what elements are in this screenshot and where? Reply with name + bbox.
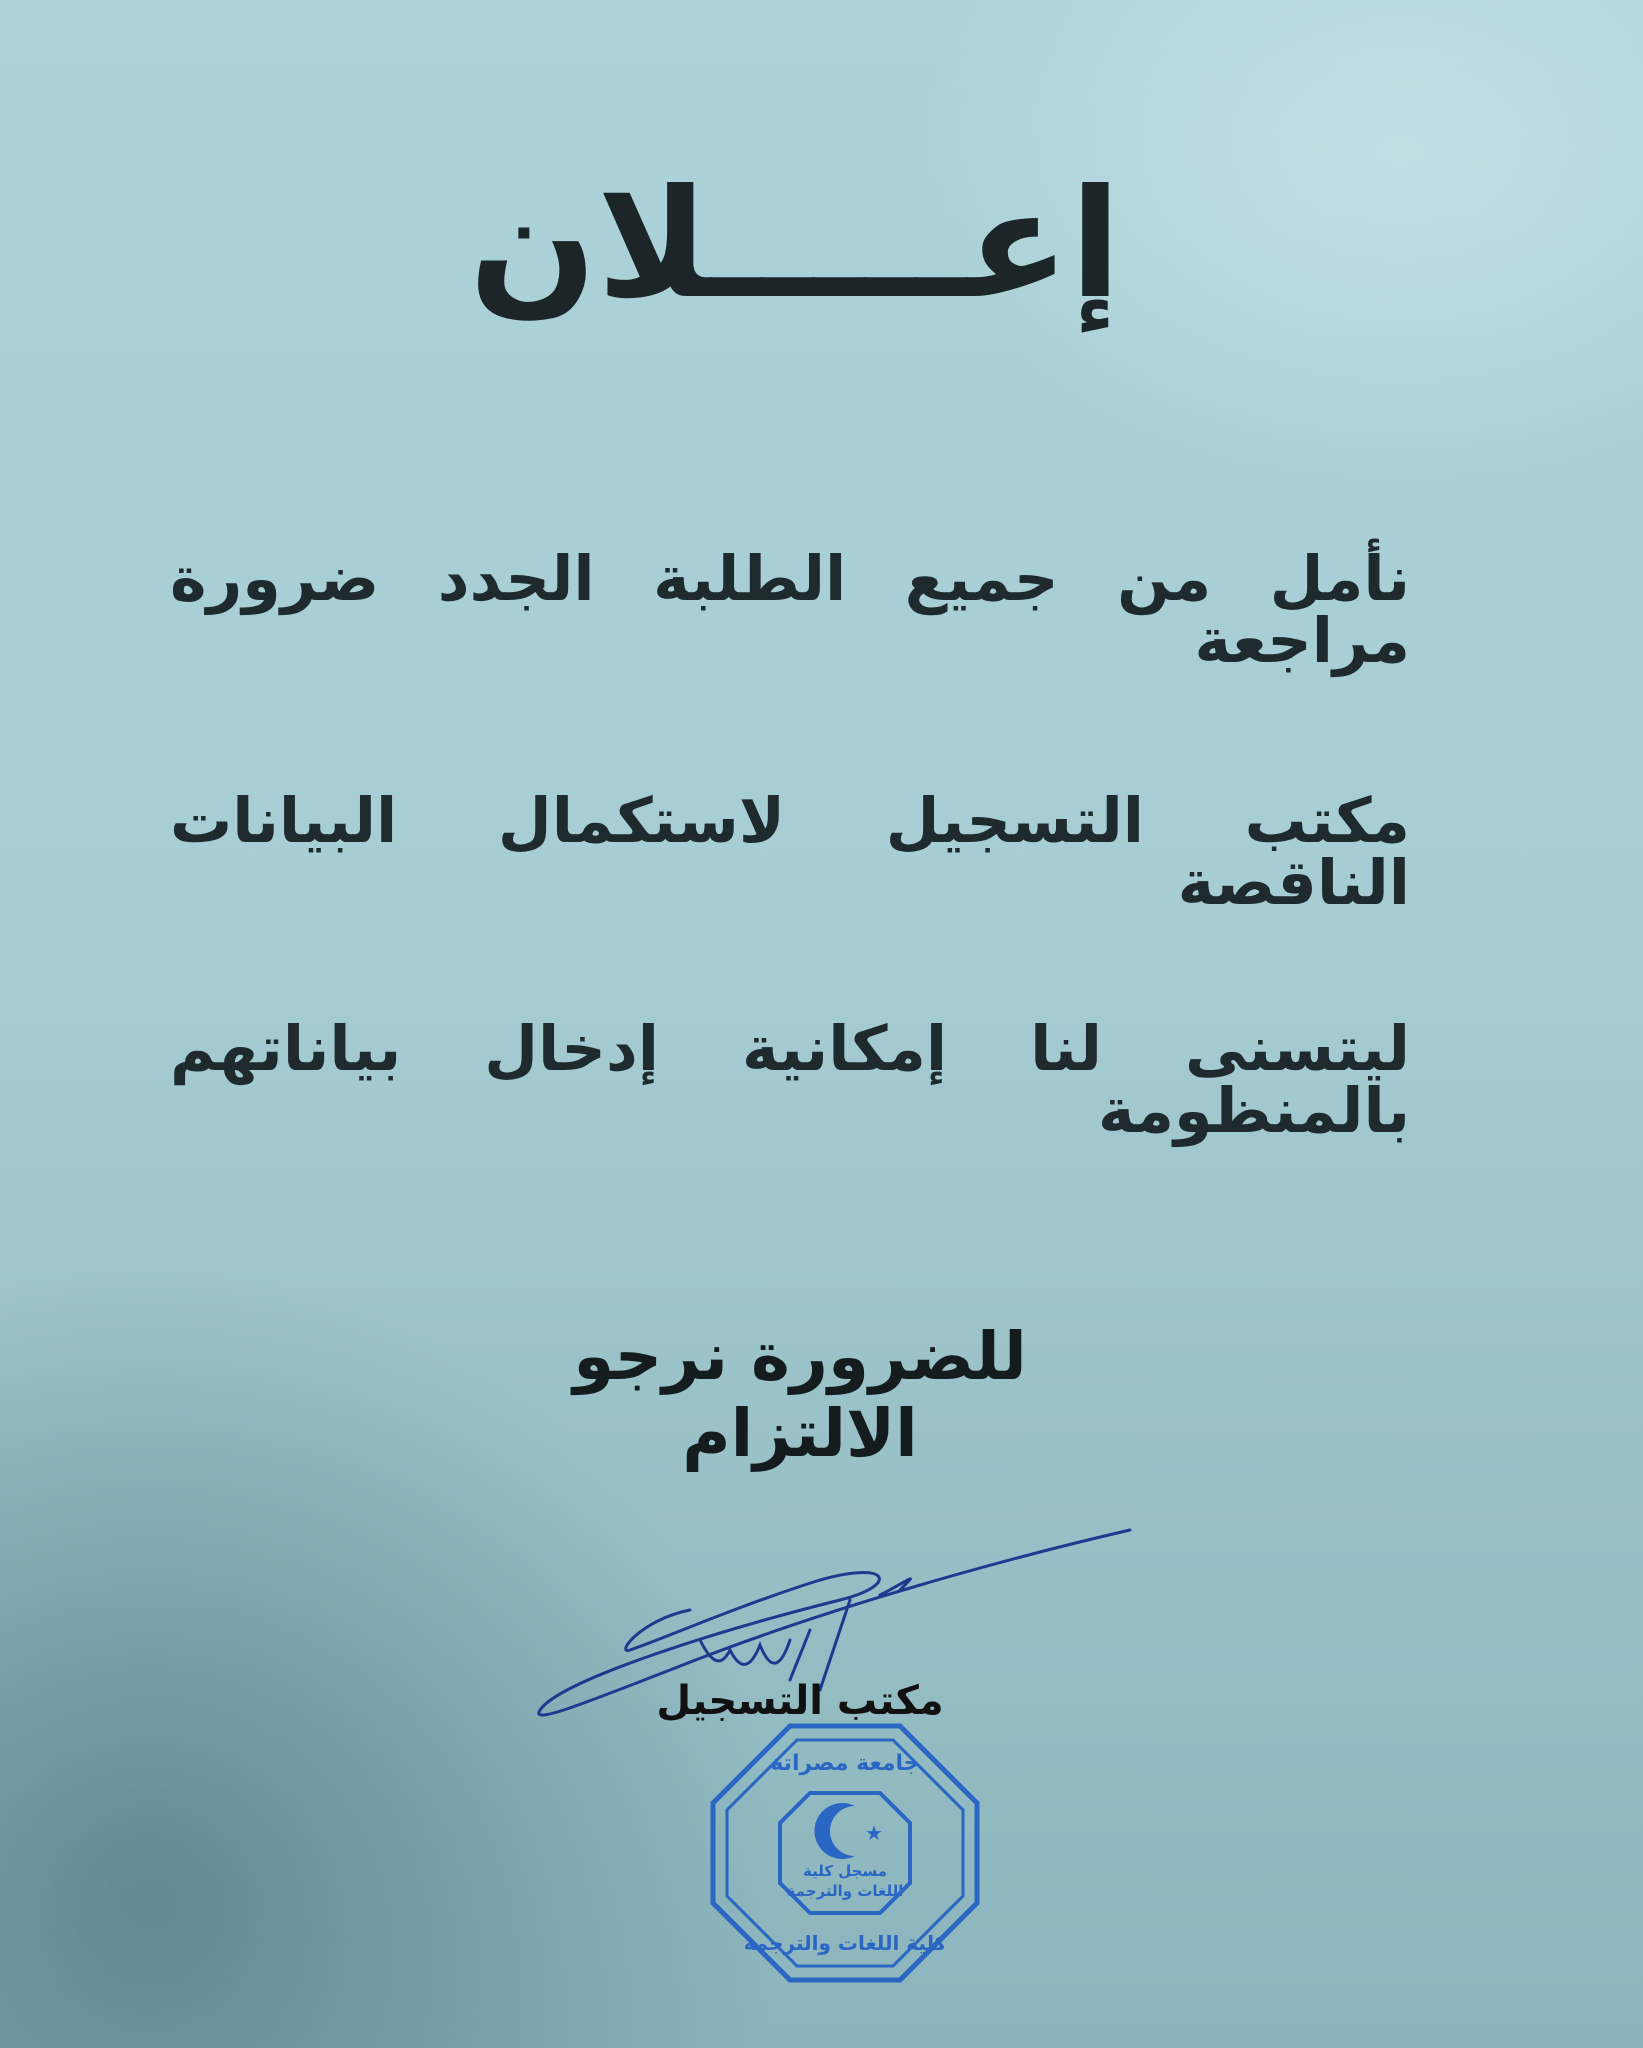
stamp-center-line-2: اللغات والترجمة [786, 1882, 904, 1900]
body-line-2: مكتب التسجيل لاستكمال البيانات الناقصة [170, 784, 1410, 919]
closing-line: للضرورة نرجو الالتزام [573, 1318, 1027, 1472]
body-line-3: ليتسنى لنا إمكانية إدخال بياناتهم بالمنظومة [170, 1012, 1410, 1147]
body-line-1: نأمل من جميع الطلبة الجدد ضرورة مراجعة [170, 542, 1410, 677]
stamp-bottom-text: كلية اللغات والترجمة [743, 1931, 947, 1955]
stamp-center-line-1: مسجل كلية [802, 1862, 888, 1880]
star-icon: ★ [865, 1821, 883, 1845]
signatory-label: مكتب التسجيل [656, 1678, 944, 1724]
official-stamp [705, 1718, 985, 1988]
stamp-top-text: جامعة مصراتة [770, 1751, 920, 1776]
announcement-title: إعـــــلان [468, 158, 1122, 332]
